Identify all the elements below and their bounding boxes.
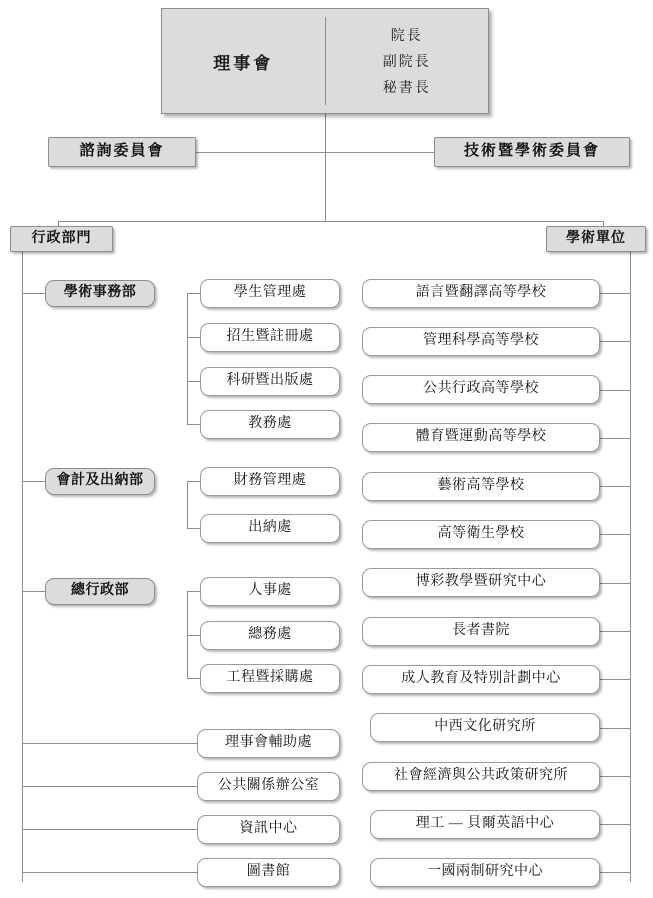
academic-unit-health-sciences: 高等衛生學校 [362,520,600,549]
board-officers [326,9,489,113]
connector-group2-spine [187,481,188,528]
admin-item-board-support: 理事會輔助處 [197,729,340,758]
academic-unit-gaming-teaching-research: 博彩教學暨研究中心 [362,568,600,597]
connector-academic-item-4 [600,438,630,439]
board-title: 理事會 [213,53,274,73]
connector-admin-direct-1 [22,743,197,744]
admin-item-admissions-registry: 招生暨註冊處 [200,323,340,352]
academic-unit-socio-economic-policy-institute: 社會經濟與公共政策研究所 [362,762,600,791]
connector-admin-group-3 [22,591,45,592]
admin-item-information-center: 資訊中心 [197,815,340,844]
administrative-division: 行政部門 [10,226,113,252]
connector-group3-item-1 [187,591,200,592]
admin-item-student-affairs: 學生管理處 [200,279,340,308]
admin-item-academic-office: 教務處 [200,410,340,439]
connector-group2-item-2 [187,528,200,529]
admin-group-header-general-admin: 總行政部 [45,578,155,605]
connector-academic-spine [630,250,631,882]
connector-group1-item-3 [187,381,200,382]
connector-admin-group-2 [22,481,45,482]
advisory-committee: 諮詢委員會 [48,137,196,167]
connector-board-down [325,114,326,221]
academic-unit-arts: 藝術高等學校 [362,472,600,501]
admin-group-header-academic-affairs: 學術事務部 [45,280,155,307]
board-officer-vice-president: 副院長 [382,55,431,70]
connector-academic-item-3 [600,390,630,391]
connector-committee-bus [195,152,435,153]
admin-item-library: 圖書館 [197,858,340,887]
academic-unit-elders-academy: 長者書院 [362,617,600,646]
board-officer-president: 院長 [390,29,423,44]
academic-unit-bell-english-center: 理工 — 貝爾英語中心 [370,810,600,839]
academic-unit-public-administration: 公共行政高等學校 [362,375,600,404]
connector-group1-item-1 [187,293,200,294]
connector-group1-item-4 [187,424,200,425]
connector-admin-direct-4 [22,872,197,873]
connector-admin-direct-3 [22,829,197,830]
connector-group2-item-1 [187,481,200,482]
connector-academic-item-12 [600,824,630,825]
admin-item-engineering-procurement: 工程暨採購處 [200,664,340,693]
connector-academic-item-8 [600,631,630,632]
connector-academic-item-9 [600,679,630,680]
admin-group-header-accounting: 會計及出納部 [45,468,155,495]
connector-group1-item-2 [187,337,200,338]
connector-division-bus [58,221,603,222]
connector-academic-item-1 [600,293,630,294]
admin-item-public-relations: 公共關係辦公室 [197,772,340,801]
technical-academic-committee: 技術暨學術委員會 [434,137,630,167]
academic-unit-east-west-culture-institute: 中西文化研究所 [370,713,600,742]
connector-academic-item-5 [600,486,630,487]
connector-admin-direct-2 [22,786,197,787]
connector-academic-item-10 [600,728,630,729]
academic-division: 學術單位 [546,226,646,252]
connector-group1-spine [187,293,188,424]
board-of-directors-block [161,8,489,114]
admin-item-general-affairs: 總務處 [200,621,340,650]
board-officer-secretary-general: 秘書長 [382,81,431,96]
connector-admin-group-1 [22,293,45,294]
connector-group3-item-3 [187,678,200,679]
connector-academic-item-13 [600,872,630,873]
academic-unit-management-sciences: 管理科學高等學校 [362,327,600,356]
connector-academic-item-11 [600,776,630,777]
connector-academic-item-7 [600,583,630,584]
academic-unit-physical-education-sports: 體育暨運動高等學校 [362,423,600,452]
connector-group3-item-2 [187,635,200,636]
academic-unit-languages-translation: 語言暨翻譯高等學校 [362,279,600,308]
admin-item-treasury: 出納處 [200,514,340,543]
connector-academic-item-2 [600,341,630,342]
academic-unit-adult-education: 成人教育及特別計劃中心 [362,665,600,694]
academic-unit-one-country-two-systems-center: 一國兩制研究中心 [370,858,600,887]
admin-item-personnel: 人事處 [200,577,340,606]
connector-admin-spine [22,250,23,882]
admin-item-finance: 財務管理處 [200,467,340,496]
connector-academic-item-6 [600,534,630,535]
admin-item-research-publication: 科研暨出版處 [200,367,340,396]
